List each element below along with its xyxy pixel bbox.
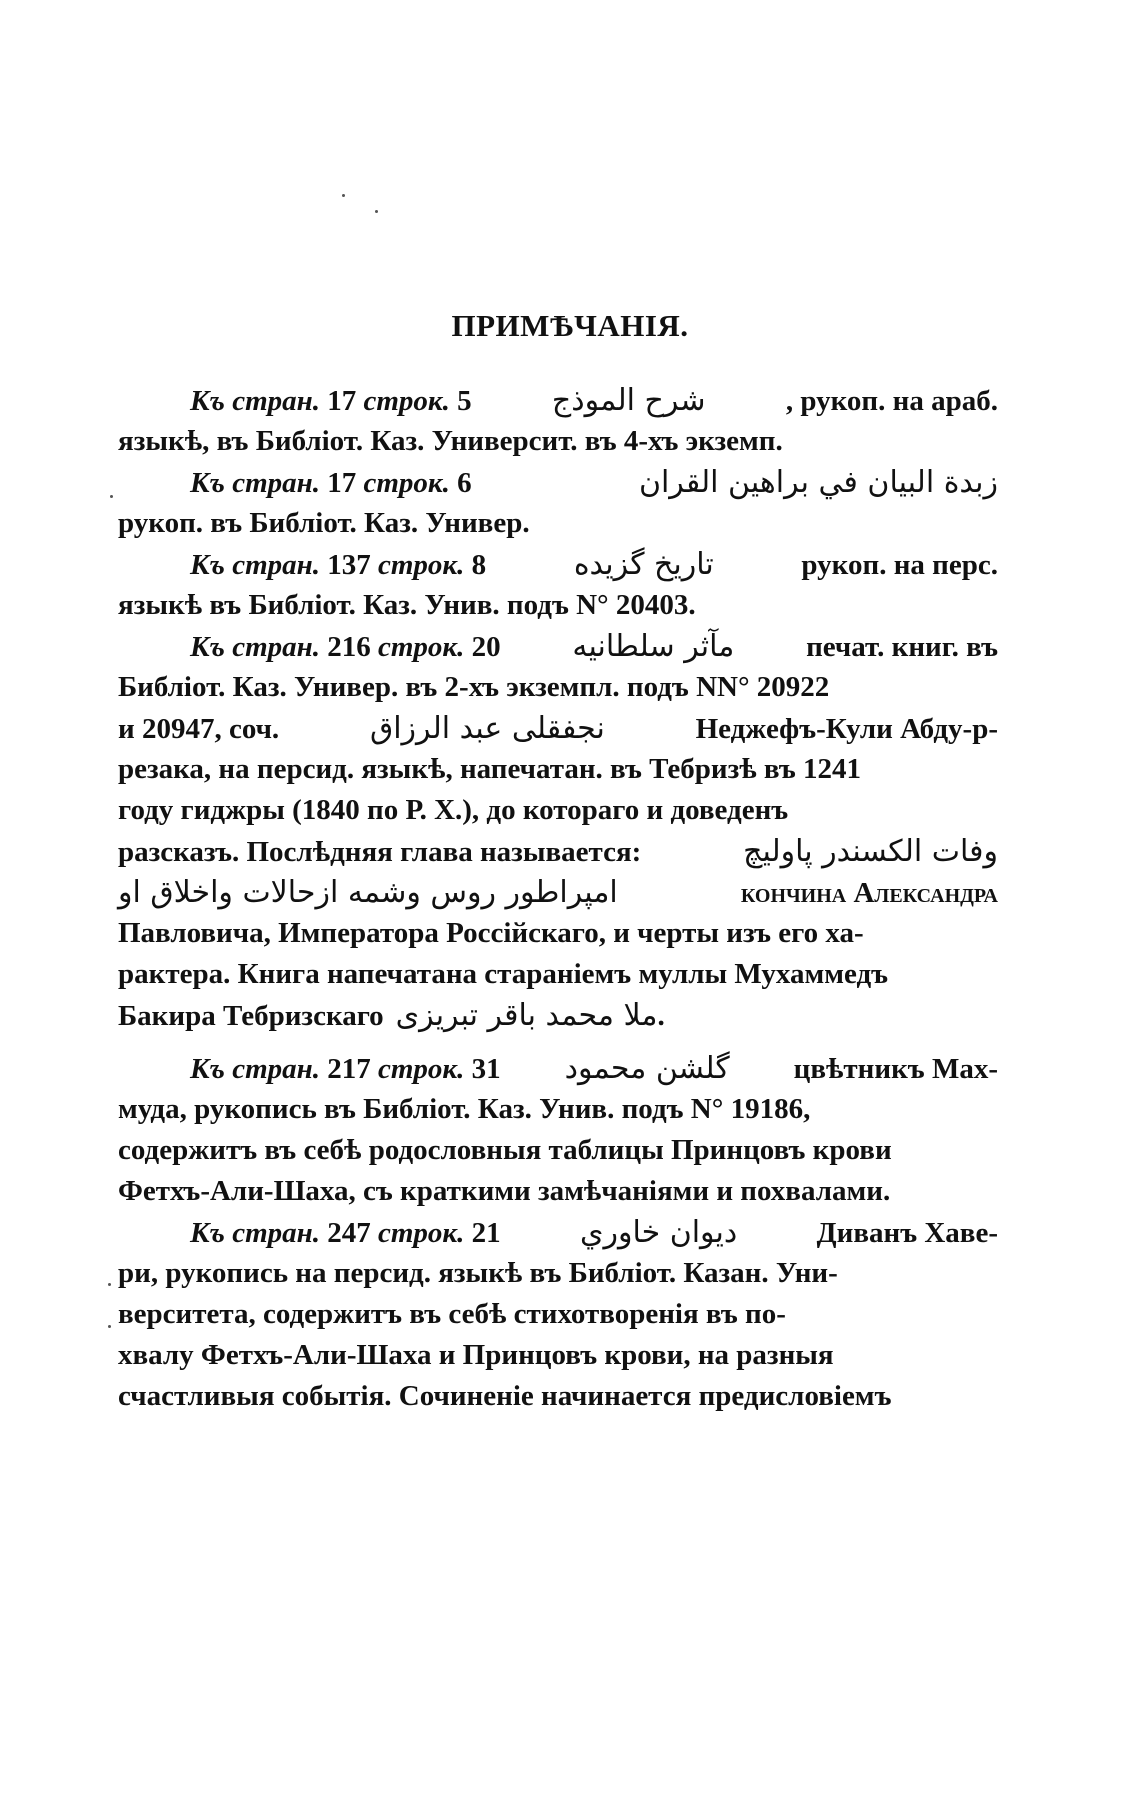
note-text: Бакира Тебризскаго [118, 1000, 384, 1032]
note-text: Библіот. Каз. Универ. въ 2-хъ экземпл. подъ NN° 20922 [118, 671, 830, 703]
persian-title: ديوان خاوري [580, 1215, 738, 1250]
scan-speck [108, 1283, 111, 1286]
scan-speck [110, 495, 113, 498]
note-4-line-1 [118, 626, 998, 667]
note-4-line-5 [118, 790, 998, 831]
note-text: Неджефъ-Кули Абду-р- [695, 713, 998, 745]
note-text: рактера. Книга напечатана стараніемъ муллы Мухаммедъ [118, 958, 889, 990]
persian-chapter: وفات الكسندر پاولیچ [743, 834, 998, 869]
note-4-line-4 [118, 749, 998, 790]
note-ref: Къ стран. 216 строк. 20 [190, 631, 501, 663]
note-6-line-2 [118, 1253, 998, 1294]
note-ref: Къ стран. 17 строк. 5 [190, 385, 472, 417]
note-text: содержитъ въ себѣ родословныя таблицы Принцовъ крови [118, 1134, 892, 1166]
scan-speck [375, 210, 378, 213]
note-text: резака, на персид. языкѣ, напечатан. въ Тебризѣ въ 1241 [118, 753, 861, 785]
note-text: Фетхъ-Али-Шаха, съ краткими замѣчаніями и похвалами. [118, 1175, 891, 1207]
note-text: ри, рукопись на персид. языкѣ въ Библіот. Казан. Уни- [118, 1257, 838, 1289]
note-text: разсказъ. Послѣдняя глава называется: [118, 836, 642, 868]
scan-speck [342, 194, 345, 197]
scan-speck [108, 1325, 111, 1328]
arabic-title: زبدة البيان في براهين القران [638, 465, 998, 500]
note-6-line-3 [118, 1294, 998, 1335]
note-text: муда, рукопись въ Библіот. Каз. Унив. подъ N° 19186, [118, 1093, 811, 1125]
arabic-title: شرح الموذج [551, 383, 706, 418]
note-text: верситета, содержитъ въ себѣ стихотворенія въ по- [118, 1298, 786, 1330]
note-4-line-3 [118, 708, 998, 749]
note-4-line-8 [118, 913, 998, 954]
notes-body [118, 380, 998, 1417]
note-5-line-4 [118, 1171, 998, 1212]
note-4-line-2 [118, 667, 998, 708]
note-text: Диванъ Хаве- [816, 1217, 998, 1249]
note-ref: Къ стран. 217 строк. 31 [190, 1053, 501, 1085]
persian-chapter: امپراطور روس وشمه ازحالات واخلاق او [118, 875, 618, 910]
note-5-line-3 [118, 1130, 998, 1171]
note-ref: Къ стран. 247 строк. 21 [190, 1217, 501, 1249]
note-6-line-1 [118, 1212, 998, 1253]
note-4-line-7 [118, 872, 998, 913]
persian-author: نجفقلی عبد الرزاق [369, 711, 605, 746]
note-text: языкѣ въ Библіот. Каз. Унив. подъ N° 20403. [118, 589, 696, 621]
persian-name: ملا محمد باقر تبریزی [395, 998, 658, 1033]
note-text: Павловича, Императора Россійскаго, и черты изъ его ха- [118, 917, 864, 949]
note-text: печат. книг. въ [806, 631, 998, 663]
note-text: , рукоп. на араб. [785, 385, 998, 417]
note-text: . [657, 1000, 665, 1032]
note-ref: Къ стран. 17 строк. 6 [190, 467, 472, 499]
note-2-line-1 [118, 462, 998, 503]
note-4-line-6 [118, 831, 998, 872]
note-text: языкѣ, въ Библіот. Каз. Университ. въ 4-хъ экземп. [118, 425, 783, 457]
persian-title: گلشن محمود [564, 1051, 730, 1086]
note-text: году гиджры (1840 по Р. Х.), до котораго и доведенъ [118, 794, 789, 826]
persian-title: تاريخ گزيده [573, 547, 714, 582]
note-text: рукоп. на перс. [801, 549, 998, 581]
note-4-line-9 [118, 954, 998, 995]
note-6-line-4 [118, 1335, 998, 1376]
note-text: кончина Александра [740, 877, 998, 909]
note-4-line-10 [118, 995, 998, 1036]
note-ref: Къ стран. 137 строк. 8 [190, 549, 487, 581]
page-title: ПРИМѢЧАНІЯ. [451, 308, 689, 343]
persian-title: مآثر سلطانيه [572, 629, 735, 664]
note-1-line-1 [118, 380, 998, 421]
note-5-line-1 [118, 1048, 998, 1089]
note-6-line-5 [118, 1376, 998, 1417]
note-3-line-1 [118, 544, 998, 585]
note-1-line-2 [118, 421, 998, 462]
note-2-line-2 [118, 503, 998, 544]
note-text: цвѣтникъ Мах- [793, 1053, 998, 1085]
note-text: счастливыя событія. Сочиненіе начинается предисловіемъ [118, 1380, 892, 1412]
note-text: и 20947, соч. [118, 713, 280, 745]
note-text: хвалу Фетхъ-Али-Шаха и Принцовъ крови, на разныя [118, 1339, 834, 1371]
note-text: рукоп. въ Библіот. Каз. Универ. [118, 507, 530, 539]
note-5-line-2 [118, 1089, 998, 1130]
note-3-line-2 [118, 585, 998, 626]
